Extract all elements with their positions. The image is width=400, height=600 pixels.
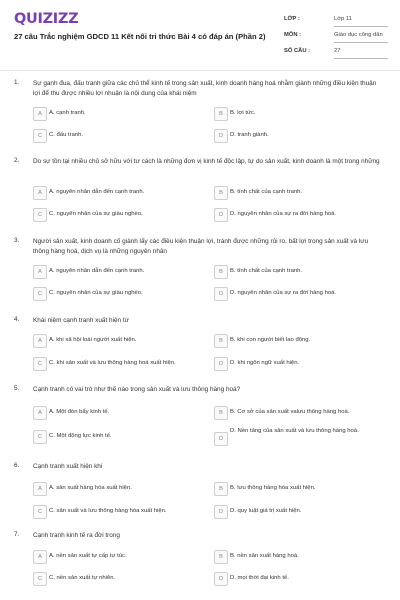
option-text: D. quy luật giá trị xuất hiện. — [230, 508, 302, 514]
meta-value: Giáo dục công dân — [334, 32, 383, 38]
option-c[interactable] — [33, 357, 203, 371]
question-text: Cạnh tranh có vai trò như thế nào trong sản xuất và lưu thông hàng hoá? — [33, 386, 241, 393]
option-letter-badge: C — [33, 287, 47, 301]
option-text: A. Một đòn bẩy kinh tế. — [49, 409, 110, 415]
option-letter-badge: B — [214, 482, 228, 496]
question-number: 6. — [14, 462, 20, 469]
question-text: Cạnh tranh xuất hiện khi — [33, 463, 103, 470]
meta-underline — [334, 26, 388, 27]
meta-row-class — [284, 12, 388, 28]
option-letter-badge: A — [33, 107, 47, 121]
option-c[interactable] — [33, 129, 203, 143]
option-text: A. khi xã hội loài người xuất hiện. — [49, 337, 137, 343]
option-letter-badge: C — [33, 129, 47, 143]
option-letter-badge: C — [33, 572, 47, 586]
meta-info — [284, 12, 388, 60]
option-a[interactable] — [33, 406, 203, 420]
question-number: 1. — [14, 79, 20, 86]
option-letter-badge: B — [214, 334, 228, 348]
option-b[interactable] — [214, 482, 384, 496]
option-letter-badge: A — [33, 550, 47, 564]
option-letter-badge: B — [214, 406, 228, 420]
option-a[interactable] — [33, 265, 203, 279]
option-letter-badge: B — [214, 265, 228, 279]
option-letter-badge: A — [33, 265, 47, 279]
question-number: 4. — [14, 316, 20, 323]
option-a[interactable] — [33, 550, 203, 564]
option-letter-badge: A — [33, 406, 47, 420]
option-a[interactable] — [33, 482, 203, 496]
option-text: D. mọi thời đại kinh tế. — [230, 575, 289, 581]
option-d[interactable] — [214, 572, 384, 586]
question-number: 3. — [14, 237, 20, 244]
question-text: Cạnh tranh kinh tế ra đời trong — [33, 532, 120, 539]
option-c[interactable] — [33, 505, 203, 519]
option-text: B. tính chất của cạnh tranh. — [230, 189, 303, 195]
option-text: B. lợi tức. — [230, 110, 256, 116]
option-letter-badge: C — [33, 208, 47, 222]
option-letter-badge: D — [214, 129, 228, 143]
option-text: C. khi sản xuất và lưu thông hàng hoá xuất hiện. — [49, 360, 176, 366]
option-b[interactable] — [214, 107, 384, 121]
option-text: B. Cơ sở của sản xuất valưu thông hàng hoá. — [230, 409, 350, 415]
question-text: Do sự tồn tại nhiều chủ sở hữu với tư cách là những đơn vị kinh tế độc lập, tự do sản xuất, kinh doanh là một trong những — [33, 158, 380, 165]
option-letter-badge: D — [214, 287, 228, 301]
option-text: B. khi con người biết lao động. — [230, 337, 311, 343]
option-a[interactable] — [33, 186, 203, 200]
option-letter-badge: A — [33, 482, 47, 496]
option-text: C. Một động lực kinh tế. — [49, 433, 112, 439]
option-b[interactable] — [214, 550, 384, 564]
meta-label: LỚP : — [284, 16, 300, 22]
meta-value: Lớp 11 — [334, 16, 352, 22]
option-text: B. nền sản xuất hàng hoá. — [230, 553, 299, 559]
question-number: 2. — [14, 157, 20, 164]
option-c[interactable] — [33, 572, 203, 586]
option-text: A. nguyên nhân dẫn đến cạnh tranh. — [49, 189, 145, 195]
option-text: C. nguyên nhân của sự giàu nghèo. — [49, 211, 143, 217]
option-c[interactable] — [33, 287, 203, 301]
option-text: A. nguyên nhân dẫn đến cạnh tranh. — [49, 268, 145, 274]
worksheet-header — [0, 0, 400, 64]
option-letter-badge: B — [214, 107, 228, 121]
worksheet-title: 27 câu Trắc nghiệm GDCD 11 Kết nối tri thức Bài 4 có đáp án (Phần 2) — [14, 32, 266, 41]
header-divider — [0, 70, 400, 71]
meta-label: SỐ CÂU : — [284, 48, 311, 54]
option-c[interactable] — [33, 208, 203, 222]
option-d[interactable] — [214, 129, 384, 143]
meta-row-question-count — [284, 44, 388, 60]
option-b[interactable] — [214, 265, 384, 279]
option-letter-badge: B — [214, 186, 228, 200]
option-a[interactable] — [33, 334, 203, 348]
option-c[interactable] — [33, 430, 203, 444]
option-d[interactable] — [214, 505, 384, 519]
option-letter-badge: C — [33, 505, 47, 519]
meta-label: MÔN : — [284, 32, 302, 38]
option-d[interactable] — [214, 428, 384, 448]
option-letter-badge: B — [214, 550, 228, 564]
option-text: A. nền sản xuất tự cấp tự túc. — [49, 553, 127, 559]
option-text: A. sản xuất hàng hóa xuất hiện. — [49, 485, 132, 491]
option-letter-badge: D — [214, 357, 228, 371]
question-text: Người sản xuất, kinh doanh cố giành lấy các điều kiện thuận lợi, tránh được những rủi ro, bất lợi trong sản xuất và lưu thông hàng hoá, dịch vụ là những nguyên nhân — [33, 238, 369, 255]
option-letter-badge: D — [214, 505, 228, 519]
option-text: B. lưu thông hàng hóa xuất hiện. — [230, 485, 316, 491]
question-text: Khái niệm cạnh tranh xuất hiện từ — [33, 317, 129, 324]
option-text: C. nền sản xuất tự nhiên. — [49, 575, 116, 581]
meta-row-subject — [284, 28, 388, 44]
option-text: D. nguyên nhân của sự ra đời hàng hoá. — [230, 211, 337, 217]
option-text: D. Nền tảng của sản xuất và lưu thông hàng hoá. — [230, 428, 359, 434]
option-text: B. tính chất của cạnh tranh. — [230, 268, 303, 274]
option-text: D. nguyên nhân của sự ra đời hàng hoá. — [230, 290, 337, 296]
option-letter-badge: D — [214, 572, 228, 586]
option-letter-badge: D — [214, 208, 228, 222]
option-b[interactable] — [214, 186, 384, 200]
meta-underline — [334, 42, 388, 43]
option-text: C. sản xuất và lưu thông hàng hóa xuất hiện. — [49, 508, 167, 514]
option-letter-badge: A — [33, 334, 47, 348]
meta-underline — [334, 58, 388, 59]
question-number: 7. — [14, 531, 20, 538]
option-a[interactable] — [33, 107, 203, 121]
option-d[interactable] — [214, 287, 384, 301]
option-letter-badge: C — [33, 430, 47, 444]
option-b[interactable] — [214, 334, 384, 348]
question-number: 5. — [14, 385, 20, 392]
question-text: Sự ganh đua, đấu tranh giữa các chủ thể kinh tế trong sản xuất, kinh doanh hàng hoá nhằm giành những điều kiện thuận lợi để thu được nhiều lợi nhuận là nội dung của khái niệm — [33, 80, 377, 97]
option-d[interactable] — [214, 357, 384, 371]
option-d[interactable] — [214, 208, 384, 222]
option-text: C. đấu tranh. — [49, 132, 84, 138]
option-b[interactable] — [214, 406, 384, 420]
option-text: D. tranh giành. — [230, 132, 269, 138]
option-letter-badge: D — [214, 432, 228, 446]
option-letter-badge: C — [33, 357, 47, 371]
option-letter-badge: A — [33, 186, 47, 200]
quizizz-logo: QUIZIZZ — [14, 11, 79, 27]
option-text: A. cạnh tranh. — [49, 110, 86, 116]
option-text: D. khi ngôn ngữ xuất hiện. — [230, 360, 300, 366]
option-text: C. nguyên nhân của sự giàu nghèo. — [49, 290, 143, 296]
meta-value: 27 — [334, 48, 341, 54]
